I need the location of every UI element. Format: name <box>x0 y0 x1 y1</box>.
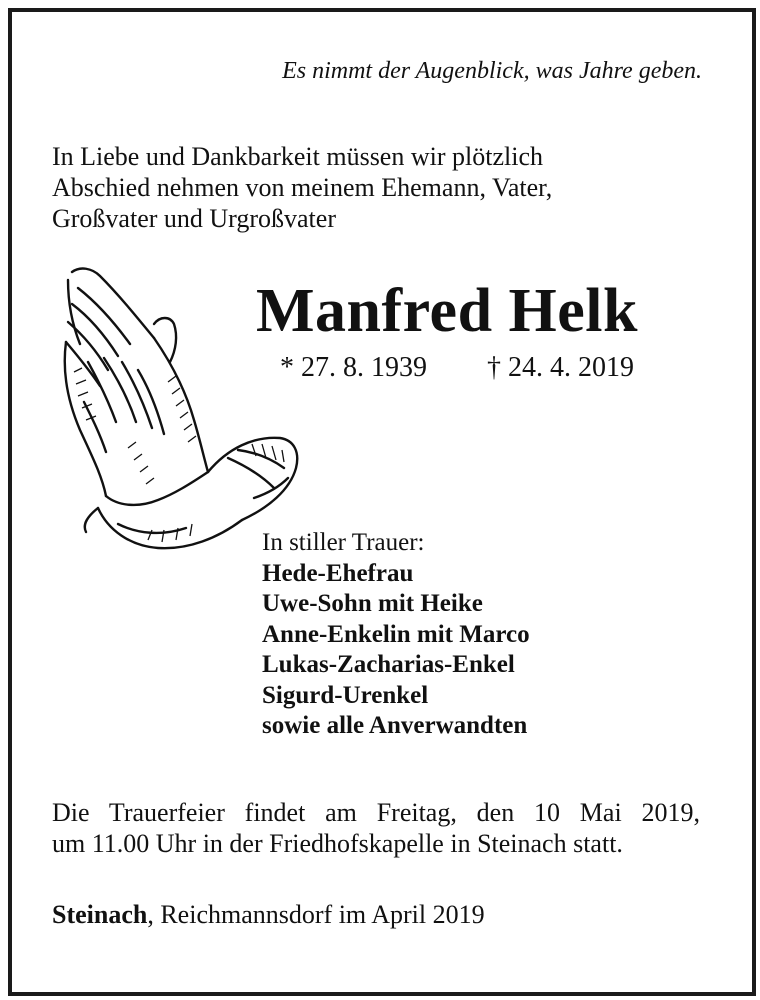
mourner-name: Anne-Enkelin mit Marco <box>262 620 530 648</box>
place-town: Steinach <box>52 900 148 929</box>
service-line: um 11.00 Uhr in der Friedhofskapelle in Steinach statt. <box>52 829 623 858</box>
death-date: † 24. 4. 2019 <box>487 352 634 383</box>
mourner-name: Sigurd-Urenkel <box>262 681 429 709</box>
mourner-name: Hede-Ehefrau <box>262 559 414 587</box>
place-rest: , Reichmannsdorf im April 2019 <box>147 900 485 929</box>
intro-line: Großvater und Urgroßvater <box>52 204 336 233</box>
life-dates <box>280 352 634 384</box>
service-line: Die Trauerfeier findet am Freitag, den 10 Mai 2019, <box>52 798 700 827</box>
mourner-name: sowie alle Anverwandten <box>262 712 528 739</box>
intro-text <box>52 141 552 234</box>
mourner-name: Uwe-Sohn mit Heike <box>262 590 483 617</box>
motto: Es nimmt der Augenblick, was Jahre geben. <box>282 58 702 84</box>
funeral-service-info <box>52 797 700 859</box>
birth-date: * 27. 8. 1939 <box>280 352 427 383</box>
place-date-line <box>52 900 485 930</box>
intro-line: In Liebe und Dankbarkeit müssen wir plötzlich <box>52 142 543 171</box>
intro-line: Abschied nehmen von meinem Ehemann, Vater, <box>52 173 553 202</box>
mourning-heading: In stiller Trauer: <box>262 529 425 556</box>
mourner-name: Lukas-Zacharias-Enkel <box>262 651 515 678</box>
deceased-name: Manfred Helk <box>256 277 638 345</box>
mourners-block <box>262 528 530 742</box>
